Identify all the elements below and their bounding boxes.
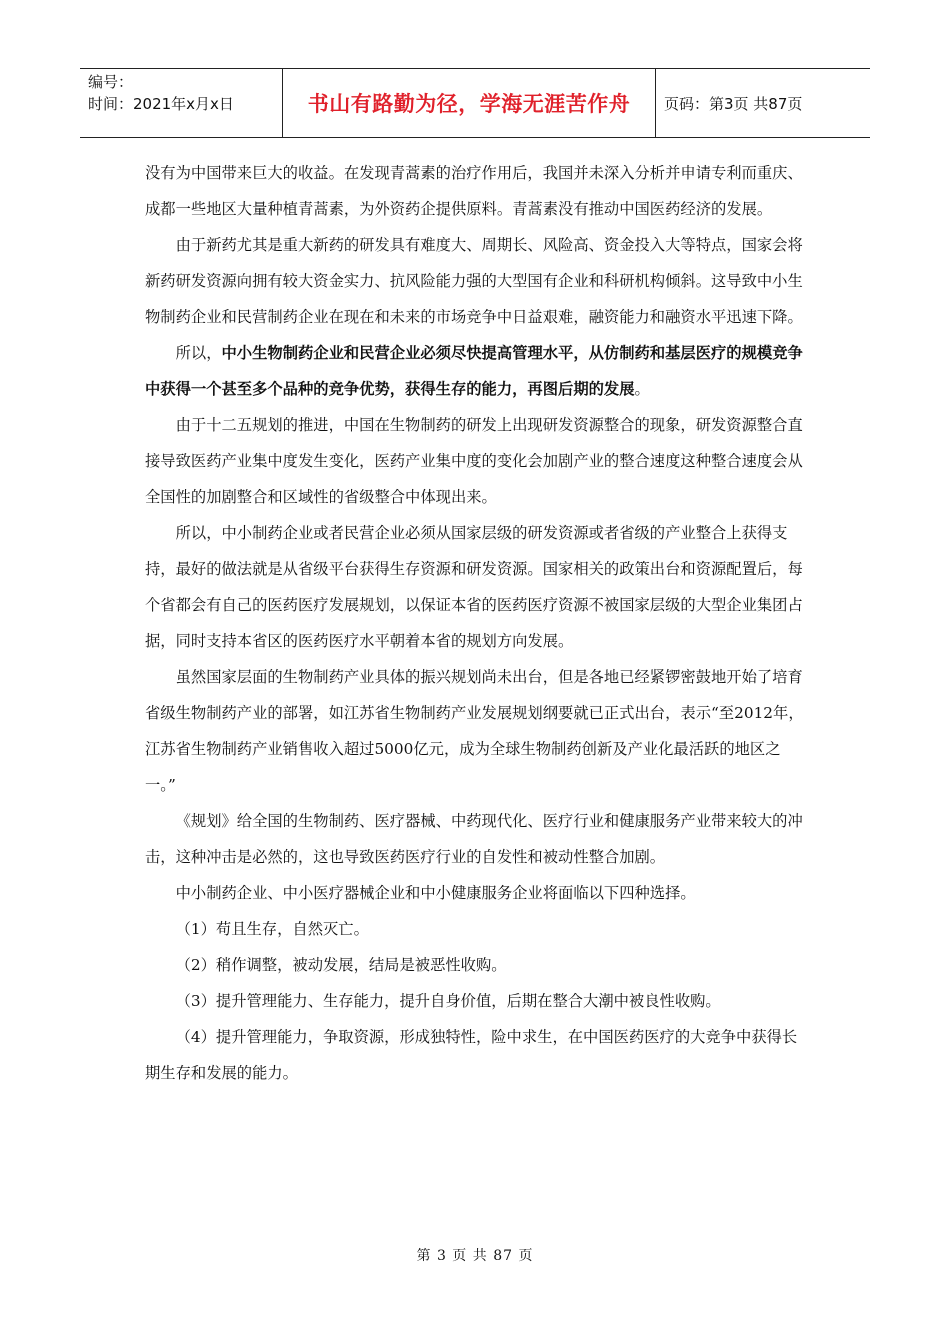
list-item: （4）提升管理能力，争取资源，形成独特性，险中求生，在中国医药医疗的大竞争中获得长期生存和发展的能力。 — [145, 1028, 798, 1082]
paragraph: 虽然国家层面的生物制药产业具体的振兴规划尚未出台，但是各地已经紧锣密鼓地开始了培育省级生物制药产业的部署，如江苏省生物制药产业发展规划纲要就已正式出台，表示“至2012年，江苏省生物制药产业销售收入超过5000亿元，成为全球生物制药创新及产业化最活跃的地区之一。” — [145, 668, 804, 794]
document-number-label: 编号： — [88, 73, 134, 91]
header-meta — [80, 69, 282, 137]
list-item: （2）稍作调整，被动发展，结局是被恶性收购。 — [175, 956, 507, 974]
paragraph: 由于新药尤其是重大新药的研发具有难度大、周期长、风险高、资金投入大等特点，国家会将新药研发资源向拥有较大资金实力、抗风险能力强的大型国有企业和科研机构倾斜。这导致中小生物制药企业和民营制药企业在现在和未来的市场竞争中日益艰难，融资能力和融资水平迅速下降。 — [145, 236, 803, 326]
paragraph-suffix: 。 — [634, 380, 650, 398]
header-page-info: 页码：第3页 共87页 — [664, 94, 803, 113]
page-header — [80, 68, 870, 138]
paragraph: 《规划》给全国的生物制药、医疗器械、中药现代化、医疗行业和健康服务产业带来较大的冲击，这种冲击是必然的，这也导致医药医疗行业的自发性和被动性整合加剧。 — [145, 812, 803, 866]
paragraph: 没有为中国带来巨大的收益。在发现青蒿素的治疗作用后，我国并未深入分析并申请专利而重庆、成都一些地区大量种植青蒿素，为外资药企提供原料。青蒿素没有推动中国医药经济的发展。 — [145, 164, 803, 218]
list-item: （1）苟且生存，自然灭亡。 — [175, 920, 369, 938]
paragraph: 所以，中小制药企业或者民营企业必须从国家层级的研发资源或者省级的产业整合上获得支持，最好的做法就是从省级平台获得生存资源和研发资源。国家相关的政策出台和资源配置后，每个省都会有自己的医药医疗发展规划，以保证本省的医药医疗资源不被国家层级的大型企业集团占据，同时支持本省区的医药医疗水平朝着本省的规划方向发展。 — [145, 524, 803, 650]
paragraph: 由于十二五规划的推进，中国在生物制药的研发上出现研发资源整合的现象，研发资源整合直接导致医药产业集中度发生变化，医药产业集中度的变化会加剧产业的整合速度这种整合速度会从全国性的加剧整合和区域性的省级整合中体现出来。 — [145, 416, 803, 506]
document-body — [145, 155, 810, 1091]
header-motto: 书山有路勤为径，学海无涯苦作舟 — [282, 69, 656, 137]
paragraph-emphasis — [145, 335, 810, 407]
list-item: （3）提升管理能力、生存能力，提升自身价值，后期在整合大潮中被良性收购。 — [175, 992, 721, 1010]
paragraph-prefix: 所以， — [175, 344, 222, 362]
bold-statement: 中小生物制药企业和民营企业必须尽快提高管理水平，从仿制药和基层医疗的规模竞争中获得一个甚至多个品种的竞争优势，获得生存的能力，再图后期的发展 — [145, 344, 803, 398]
paragraph: 中小制药企业、中小医疗器械企业和中小健康服务企业将面临以下四种选择。 — [175, 884, 696, 902]
document-date-label: 时间：2021年x月x日 — [88, 95, 234, 113]
page-footer: 第 3 页 共 87 页 — [416, 1248, 534, 1264]
